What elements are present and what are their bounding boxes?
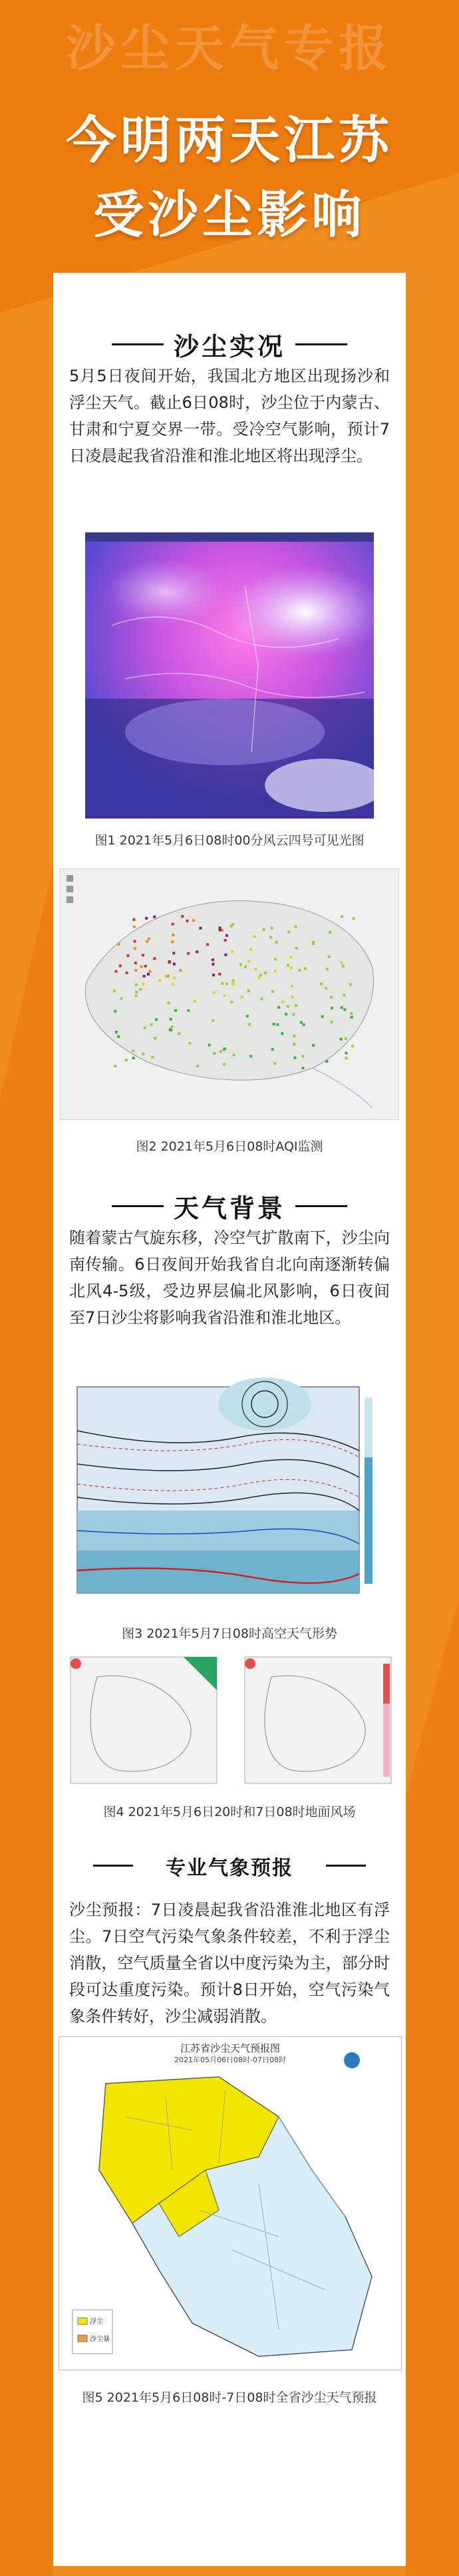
aqi-station-dot bbox=[300, 1021, 303, 1023]
aqi-station-dot bbox=[253, 935, 256, 938]
aqi-station-dot bbox=[221, 982, 224, 985]
aqi-station-dot bbox=[345, 1057, 348, 1059]
aqi-station-dot bbox=[290, 967, 293, 970]
aqi-station-dot bbox=[239, 963, 242, 966]
aqi-station-dot bbox=[179, 969, 182, 972]
aqi-station-dot bbox=[271, 927, 273, 930]
aqi-station-dot bbox=[269, 936, 272, 938]
aqi-station-dot bbox=[312, 1044, 315, 1047]
aqi-station-dot bbox=[345, 1052, 348, 1055]
aqi-station-dot bbox=[148, 938, 150, 940]
aqi-station-dot bbox=[264, 972, 267, 974]
aqi-station-dot bbox=[257, 976, 260, 979]
aqi-station-dot bbox=[226, 934, 228, 937]
aqi-station-dot bbox=[303, 1023, 305, 1026]
aqi-station-dot bbox=[287, 1005, 289, 1008]
aqi-station-dot bbox=[231, 1001, 233, 1004]
aqi-station-dot bbox=[287, 964, 289, 967]
aqi-station-dot bbox=[249, 1055, 252, 1057]
aqi-station-dot bbox=[325, 1060, 328, 1063]
satellite-visible-image bbox=[85, 532, 374, 819]
aqi-station-dot bbox=[295, 947, 298, 950]
aqi-station-dot bbox=[230, 925, 233, 928]
aqi-station-dot bbox=[142, 954, 144, 956]
aqi-station-dot bbox=[125, 1059, 128, 1061]
aqi-station-dot bbox=[172, 952, 175, 954]
figure1-caption: 图1 2021年5月6日08时00分风云四号可见光图 bbox=[94, 833, 365, 848]
aqi-station-dot bbox=[342, 965, 345, 968]
aqi-station-dot bbox=[329, 931, 331, 934]
aqi-station-dot bbox=[349, 984, 352, 986]
forecast-map-subtitle: 2021年05月06日08时-07日08时 bbox=[174, 2056, 286, 2064]
aqi-station-dot bbox=[170, 1025, 173, 1028]
aqi-station-dot bbox=[343, 994, 345, 996]
aqi-station-dot bbox=[232, 980, 235, 982]
aqi-station-dot bbox=[331, 1007, 333, 1010]
aqi-station-dot bbox=[224, 1047, 226, 1050]
aqi-station-dot bbox=[208, 1043, 211, 1046]
aqi-station-dot bbox=[255, 968, 257, 970]
aqi-station-dot bbox=[135, 984, 138, 986]
upper-air-weather-chart bbox=[65, 1378, 394, 1607]
aqi-station-dot bbox=[145, 917, 148, 920]
aqi-station-dot bbox=[285, 1013, 287, 1015]
aqi-station-dot bbox=[120, 998, 122, 1000]
aqi-station-dot bbox=[178, 1032, 180, 1035]
aqi-station-dot bbox=[320, 983, 323, 986]
aqi-station-dot bbox=[151, 1056, 154, 1059]
aqi-station-dot bbox=[224, 939, 227, 942]
aqi-station-dot bbox=[149, 970, 152, 973]
aqi-station-dot bbox=[140, 966, 143, 968]
aqi-station-dot bbox=[212, 958, 214, 961]
aqi-station-dot bbox=[194, 1000, 196, 1003]
aqi-station-dot bbox=[343, 1008, 346, 1011]
aqi-station-dot bbox=[126, 954, 129, 957]
section-weather-background-title: 天气背景 bbox=[53, 1188, 406, 1224]
aqi-station-dot bbox=[169, 1028, 172, 1031]
aqi-station-dot bbox=[326, 968, 329, 970]
aqi-station-dot bbox=[134, 962, 137, 964]
aqi-station-dot bbox=[158, 979, 161, 982]
aqi-station-dot bbox=[244, 966, 247, 968]
aqi-station-dot bbox=[206, 943, 209, 946]
aqi-station-dot bbox=[226, 982, 228, 985]
aqi-station-dot bbox=[224, 994, 226, 997]
aqi-station-dot bbox=[199, 927, 202, 930]
aqi-station-dot bbox=[135, 995, 138, 998]
aqi-station-dot bbox=[143, 975, 146, 978]
aqi-station-dot bbox=[247, 960, 250, 963]
aqi-station-dot bbox=[134, 969, 137, 972]
aqi-station-dot bbox=[277, 1006, 280, 1009]
aqi-station-dot bbox=[188, 1010, 190, 1012]
aqi-station-dot bbox=[273, 1023, 275, 1025]
aqi-station-dot bbox=[170, 1018, 172, 1021]
aqi-station-dot bbox=[304, 968, 307, 970]
section-dust-observation-text: 5月5日夜间开始，我国北方地区出现扬沙和浮尘天气。截止6日08时，沙尘位于内蒙古、甘肃和宁夏交界一带。受冷空气影响，预计7日凌晨起我省沿淮和淮北地区将出现浮尘。 bbox=[69, 367, 390, 465]
aqi-station-dot bbox=[150, 1023, 153, 1026]
aqi-station-dot bbox=[134, 947, 136, 950]
aqi-station-dot bbox=[117, 1035, 120, 1038]
figure5-caption: 图5 2021年5月6日08时-7日08时全省沙尘天气预报 bbox=[82, 2390, 377, 2405]
aqi-station-dot bbox=[212, 963, 215, 966]
aqi-station-dot bbox=[135, 991, 138, 994]
legend-sandstorm: 沙尘暴 bbox=[90, 2336, 110, 2343]
aqi-station-dot bbox=[115, 970, 118, 973]
aqi-station-dot bbox=[168, 1002, 170, 1004]
aqi-station-dot bbox=[132, 1057, 135, 1059]
aqi-station-dot bbox=[115, 1031, 118, 1033]
aqi-station-dot bbox=[341, 962, 343, 964]
aqi-monitoring-map bbox=[60, 868, 399, 1120]
aqi-station-dot bbox=[213, 1052, 216, 1055]
aqi-station-dot bbox=[171, 940, 174, 943]
aqi-station-dot bbox=[172, 983, 174, 986]
aqi-station-dot bbox=[260, 998, 263, 1000]
aqi-station-dot bbox=[144, 1027, 146, 1029]
aqi-station-dot bbox=[153, 916, 156, 918]
section-forecast-title: 专业气象预报 bbox=[53, 1851, 406, 1881]
aqi-station-dot bbox=[248, 1023, 251, 1025]
aqi-station-dot bbox=[328, 956, 331, 958]
aqi-station-dot bbox=[172, 934, 174, 936]
page-title-line2: 受沙尘影响 bbox=[93, 185, 366, 244]
aqi-station-dot bbox=[293, 1035, 295, 1037]
aqi-station-dot bbox=[281, 1032, 283, 1035]
aqi-station-dot bbox=[173, 977, 176, 980]
aqi-station-dot bbox=[325, 987, 327, 990]
aqi-station-dot bbox=[291, 985, 293, 988]
aqi-station-dot bbox=[263, 928, 265, 931]
aqi-station-dot bbox=[196, 1065, 199, 1067]
aqi-station-dot bbox=[181, 915, 184, 918]
header bbox=[0, 0, 459, 244]
header-watermark-title: 沙尘天气专报 bbox=[66, 20, 393, 77]
aqi-station-dot bbox=[192, 919, 195, 922]
aqi-station-dot bbox=[312, 942, 315, 945]
aqi-station-dot bbox=[224, 954, 227, 956]
aqi-station-dot bbox=[212, 974, 215, 976]
aqi-station-dot bbox=[188, 1042, 191, 1045]
aqi-station-dot bbox=[341, 1006, 343, 1009]
section-forecast-text: 沙尘预报：7日凌晨起我省沿淮淮北地区有浮尘。7日空气污染气象条件较差，不利于浮尘消散，空气质量全省以中度污染为主，部分时段可达重度污染。预计8日开始，空气污染气象条件转好，沙尘减弱消散。 bbox=[69, 1901, 390, 2026]
aqi-station-dot bbox=[142, 983, 145, 986]
aqi-station-dot bbox=[147, 973, 150, 976]
aqi-station-dot bbox=[166, 975, 169, 978]
aqi-station-dot bbox=[155, 1018, 158, 1021]
aqi-station-dot bbox=[276, 1023, 279, 1026]
page-title-line1: 今明两天江苏 bbox=[66, 110, 393, 170]
aqi-station-dot bbox=[187, 952, 190, 955]
aqi-station-dot bbox=[291, 996, 294, 998]
aqi-station-dot bbox=[213, 992, 216, 994]
aqi-station-dot bbox=[114, 1065, 116, 1067]
aqi-station-dot bbox=[132, 1049, 134, 1052]
aqi-station-dot bbox=[153, 957, 156, 960]
aqi-station-dot bbox=[330, 996, 333, 999]
aqi-station-dot bbox=[353, 917, 355, 920]
aqi-station-dot bbox=[341, 915, 343, 918]
aqi-station-dot bbox=[340, 1038, 343, 1041]
aqi-station-dot bbox=[350, 1012, 353, 1015]
aqi-station-dot bbox=[247, 990, 250, 992]
aqi-station-dot bbox=[246, 1015, 249, 1017]
aqi-station-dot bbox=[232, 983, 235, 986]
aqi-station-dot bbox=[126, 972, 128, 974]
aqi-station-dot bbox=[233, 1054, 235, 1057]
aqi-station-dot bbox=[132, 918, 135, 921]
aqi-station-dot bbox=[186, 920, 189, 922]
forecast-map-graphic bbox=[59, 2037, 401, 2370]
aqi-station-dot bbox=[292, 1013, 295, 1015]
aqi-station-dot bbox=[345, 1037, 347, 1040]
aqi-station-dot bbox=[223, 1063, 226, 1065]
aqi-station-dot bbox=[119, 964, 122, 967]
aqi-station-dot bbox=[259, 974, 262, 976]
aqi-station-dot bbox=[281, 1001, 284, 1004]
aqi-station-dot bbox=[168, 961, 170, 964]
aqi-station-dot bbox=[289, 956, 292, 958]
aqi-station-dot bbox=[172, 923, 174, 926]
aqi-station-dot bbox=[212, 1019, 214, 1022]
aqi-station-dot bbox=[293, 1043, 295, 1045]
aqi-station-dot bbox=[218, 973, 221, 976]
aqi-station-dot bbox=[351, 1045, 354, 1047]
aqi-station-dot bbox=[219, 926, 222, 929]
aqi-station-dot bbox=[330, 1021, 333, 1023]
section-weather-background-text: 随着蒙古气旋东移，冷空气扩散南下，沙尘向南传输。6日夜间开始我省自北向南逐渐转偏北风4-5级，受边界层偏北风影响，6日夜间至7日沙尘将影响我省沿淮和淮北地区。 bbox=[69, 1228, 390, 1327]
aqi-station-dot bbox=[118, 943, 120, 946]
aqi-station-dot bbox=[271, 1048, 274, 1051]
aqi-station-dot bbox=[274, 970, 277, 972]
surface-wind-map-right bbox=[231, 1650, 400, 1789]
figure2-caption: 图2 2021年5月6日08时AQI监测 bbox=[136, 1139, 323, 1154]
aqi-station-dot bbox=[295, 925, 297, 928]
aqi-station-dot bbox=[134, 940, 136, 943]
figure3-caption: 图3 2021年5月7日08时高空天气形势 bbox=[122, 1626, 337, 1641]
aqi-station-dot bbox=[154, 1037, 156, 1039]
aqi-station-dot bbox=[196, 950, 198, 953]
aqi-station-dot bbox=[274, 958, 277, 961]
jiangsu-dust-forecast-map bbox=[59, 2036, 402, 2370]
aqi-station-dot bbox=[271, 990, 274, 993]
aqi-station-dot bbox=[293, 1057, 296, 1059]
aqi-station-dot bbox=[273, 1062, 276, 1065]
aqi-station-dot bbox=[114, 1010, 116, 1013]
content-panel bbox=[53, 273, 406, 2566]
aqi-station-dot bbox=[133, 926, 136, 928]
aqi-station-dot bbox=[249, 948, 252, 951]
aqi-station-dot bbox=[302, 1067, 305, 1069]
aqi-station-dot bbox=[142, 1053, 144, 1055]
aqi-station-dot bbox=[321, 1015, 324, 1018]
legend-floating-dust: 浮尘 bbox=[90, 2318, 103, 2326]
aqi-station-dot bbox=[173, 963, 176, 966]
figure4-caption: 图4 2021年5月6日20时和7日08时地面风场 bbox=[103, 1805, 356, 1819]
forecast-map-title: 江苏省沙尘天气预报图 bbox=[180, 2042, 280, 2054]
aqi-station-dot bbox=[144, 965, 147, 968]
aqi-station-dot bbox=[174, 1010, 177, 1012]
surface-wind-map-left bbox=[57, 1650, 226, 1789]
aqi-station-dot bbox=[146, 940, 148, 943]
aqi-station-dot bbox=[301, 1055, 304, 1057]
aqi-station-dot bbox=[139, 988, 142, 991]
aqi-station-dot bbox=[220, 1050, 222, 1053]
aqi-station-dot bbox=[231, 950, 233, 953]
aqi-station-dot bbox=[295, 1004, 297, 1007]
aqi-station-dot bbox=[241, 996, 243, 999]
aqi-station-dot bbox=[298, 969, 301, 972]
aqi-station-dot bbox=[275, 941, 278, 944]
aqi-station-dot bbox=[113, 990, 116, 992]
section-dust-observation-title: 沙尘实况 bbox=[53, 326, 406, 363]
aqi-station-dot bbox=[351, 1016, 353, 1019]
aqi-station-dot bbox=[287, 931, 290, 934]
